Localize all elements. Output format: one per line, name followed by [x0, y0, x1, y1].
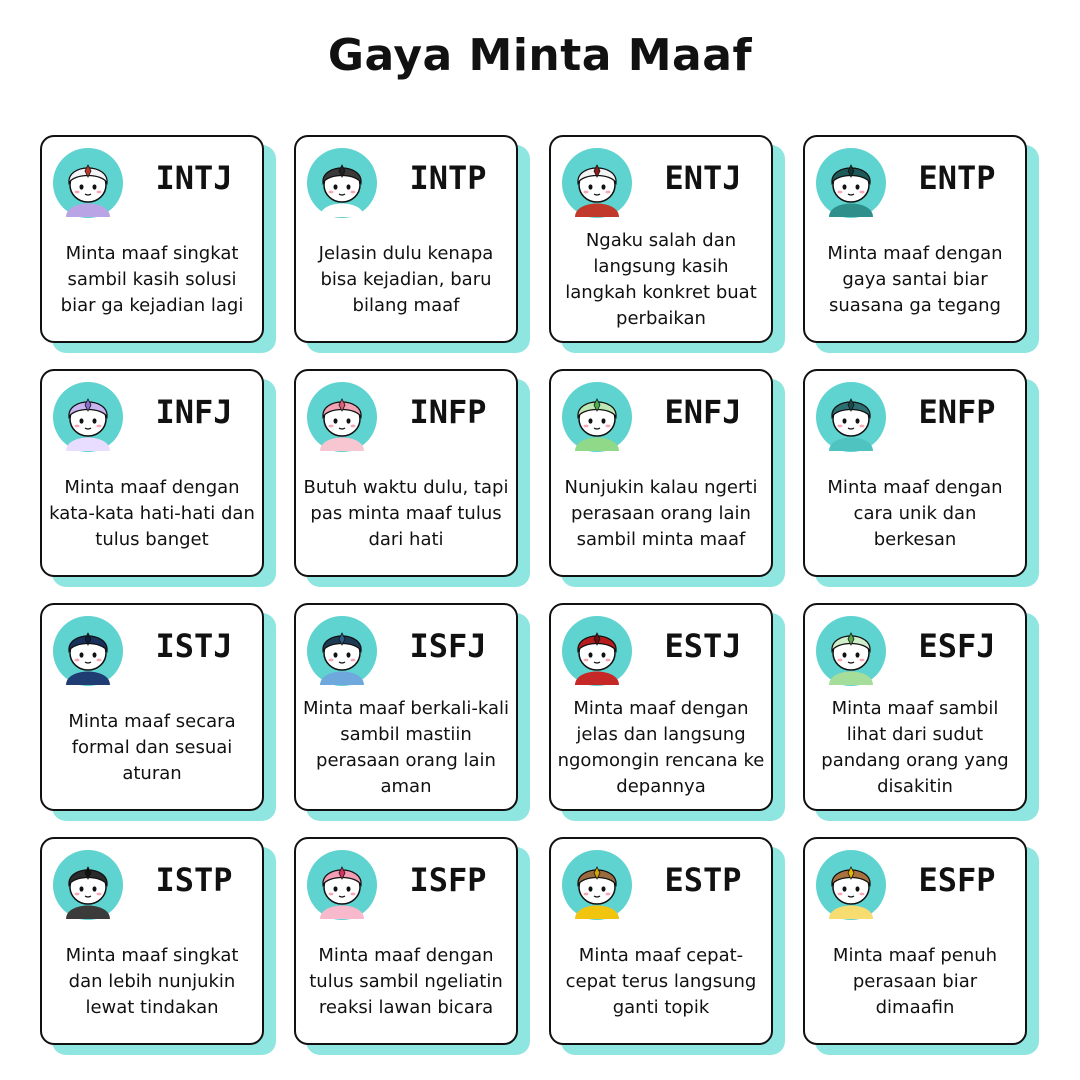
- personality-card-isfj: [294, 603, 518, 811]
- avatar-istj: [52, 615, 124, 687]
- apology-style-description: Minta maaf secara formal dan sesuai aturan: [68, 711, 236, 784]
- personality-type-code: INFJ: [155, 393, 233, 431]
- avatar-entp: [815, 147, 887, 219]
- personality-type-code: ENTP: [918, 159, 996, 197]
- personality-card-esfp: [803, 837, 1027, 1045]
- avatar-infj: [52, 381, 124, 453]
- apology-style-description: Minta maaf sambil lihat dari sudut pandang orang yang disakitin: [821, 698, 1009, 797]
- apology-style-description: Nunjukin kalau ngerti perasaan orang lain sambil minta maaf: [564, 477, 758, 550]
- personality-type-code: ESTP: [664, 861, 742, 899]
- avatar-estj: [561, 615, 633, 687]
- personality-type-code: INTJ: [155, 159, 233, 197]
- personality-type-code: INFP: [409, 393, 487, 431]
- personality-type-code: ISFJ: [409, 627, 487, 665]
- card-body: [40, 369, 264, 577]
- card-body: [294, 837, 518, 1045]
- avatar-estp: [561, 849, 633, 921]
- personality-card-isfp: [294, 837, 518, 1045]
- card-body: [294, 135, 518, 343]
- personality-type-code: ISTP: [155, 861, 233, 899]
- page-title: Gaya Minta Maaf: [327, 30, 753, 81]
- avatar-enfj: [561, 381, 633, 453]
- personality-type-code: ENFJ: [664, 393, 742, 431]
- avatar-intj: [52, 147, 124, 219]
- avatar-intp: [306, 147, 378, 219]
- card-body: [803, 135, 1027, 343]
- personality-card-estp: [549, 837, 773, 1045]
- personality-card-istp: [40, 837, 264, 1045]
- card-body: [803, 837, 1027, 1045]
- personality-card-entj: [549, 135, 773, 343]
- card-body: [294, 369, 518, 577]
- avatar-infp: [306, 381, 378, 453]
- personality-type-code: ENFP: [918, 393, 996, 431]
- personality-card-estj: [549, 603, 773, 811]
- apology-style-description: Minta maaf berkali-kali sambil mastiin perasaan orang lain aman: [302, 698, 510, 797]
- personality-type-code: ESFP: [918, 861, 996, 899]
- card-body: [803, 603, 1027, 811]
- card-body: [549, 837, 773, 1045]
- card-body: [549, 369, 773, 577]
- apology-style-description: Minta maaf singkat sambil kasih solusi biar ga kejadian lagi: [60, 243, 244, 316]
- apology-style-description: Jelasin dulu kenapa bisa kejadian, baru bilang maaf: [318, 243, 494, 316]
- card-body: [549, 603, 773, 811]
- avatar-isfj: [306, 615, 378, 687]
- personality-type-code: ESFJ: [918, 627, 996, 665]
- avatar-entj: [561, 147, 633, 219]
- personality-card-enfj: [549, 369, 773, 577]
- personality-type-code: ENTJ: [664, 159, 742, 197]
- personality-type-code: ESTJ: [664, 627, 742, 665]
- card-body: [803, 369, 1027, 577]
- personality-type-code: ISTJ: [155, 627, 233, 665]
- personality-card-infp: [294, 369, 518, 577]
- apology-style-description: Ngaku salah dan langsung kasih langkah konkret buat perbaikan: [565, 230, 757, 329]
- personality-card-intp: [294, 135, 518, 343]
- personality-card-entp: [803, 135, 1027, 343]
- apology-style-description: Minta maaf dengan cara unik dan berkesan: [827, 477, 1003, 550]
- personality-card-istj: [40, 603, 264, 811]
- apology-style-description: Minta maaf dengan gaya santai biar suasana ga tegang: [827, 243, 1003, 316]
- card-body: [549, 135, 773, 343]
- personality-card-esfj: [803, 603, 1027, 811]
- avatar-enfp: [815, 381, 887, 453]
- personality-card-enfp: [803, 369, 1027, 577]
- personality-card-intj: [40, 135, 264, 343]
- apology-style-description: Minta maaf dengan kata-kata hati-hati dan tulus banget: [49, 477, 255, 550]
- apology-style-description: Minta maaf dengan tulus sambil ngeliatin reaksi lawan bicara: [309, 945, 503, 1018]
- personality-card-infj: [40, 369, 264, 577]
- apology-style-description: Minta maaf singkat dan lebih nunjukin lewat tindakan: [65, 945, 239, 1018]
- avatar-esfj: [815, 615, 887, 687]
- apology-style-description: Minta maaf penuh perasaan biar dimaafin: [832, 945, 998, 1018]
- personality-type-code: INTP: [409, 159, 487, 197]
- avatar-esfp: [815, 849, 887, 921]
- apology-style-description: Minta maaf cepat-cepat terus langsung ganti topik: [565, 945, 757, 1018]
- apology-style-description: Butuh waktu dulu, tapi pas minta maaf tulus dari hati: [303, 477, 509, 550]
- card-body: [40, 135, 264, 343]
- personality-type-code: ISFP: [409, 861, 487, 899]
- avatar-istp: [52, 849, 124, 921]
- card-body: [40, 603, 264, 811]
- apology-style-description: Minta maaf dengan jelas dan langsung ngomongin rencana ke depannya: [557, 698, 765, 797]
- card-body: [40, 837, 264, 1045]
- card-body: [294, 603, 518, 811]
- avatar-isfp: [306, 849, 378, 921]
